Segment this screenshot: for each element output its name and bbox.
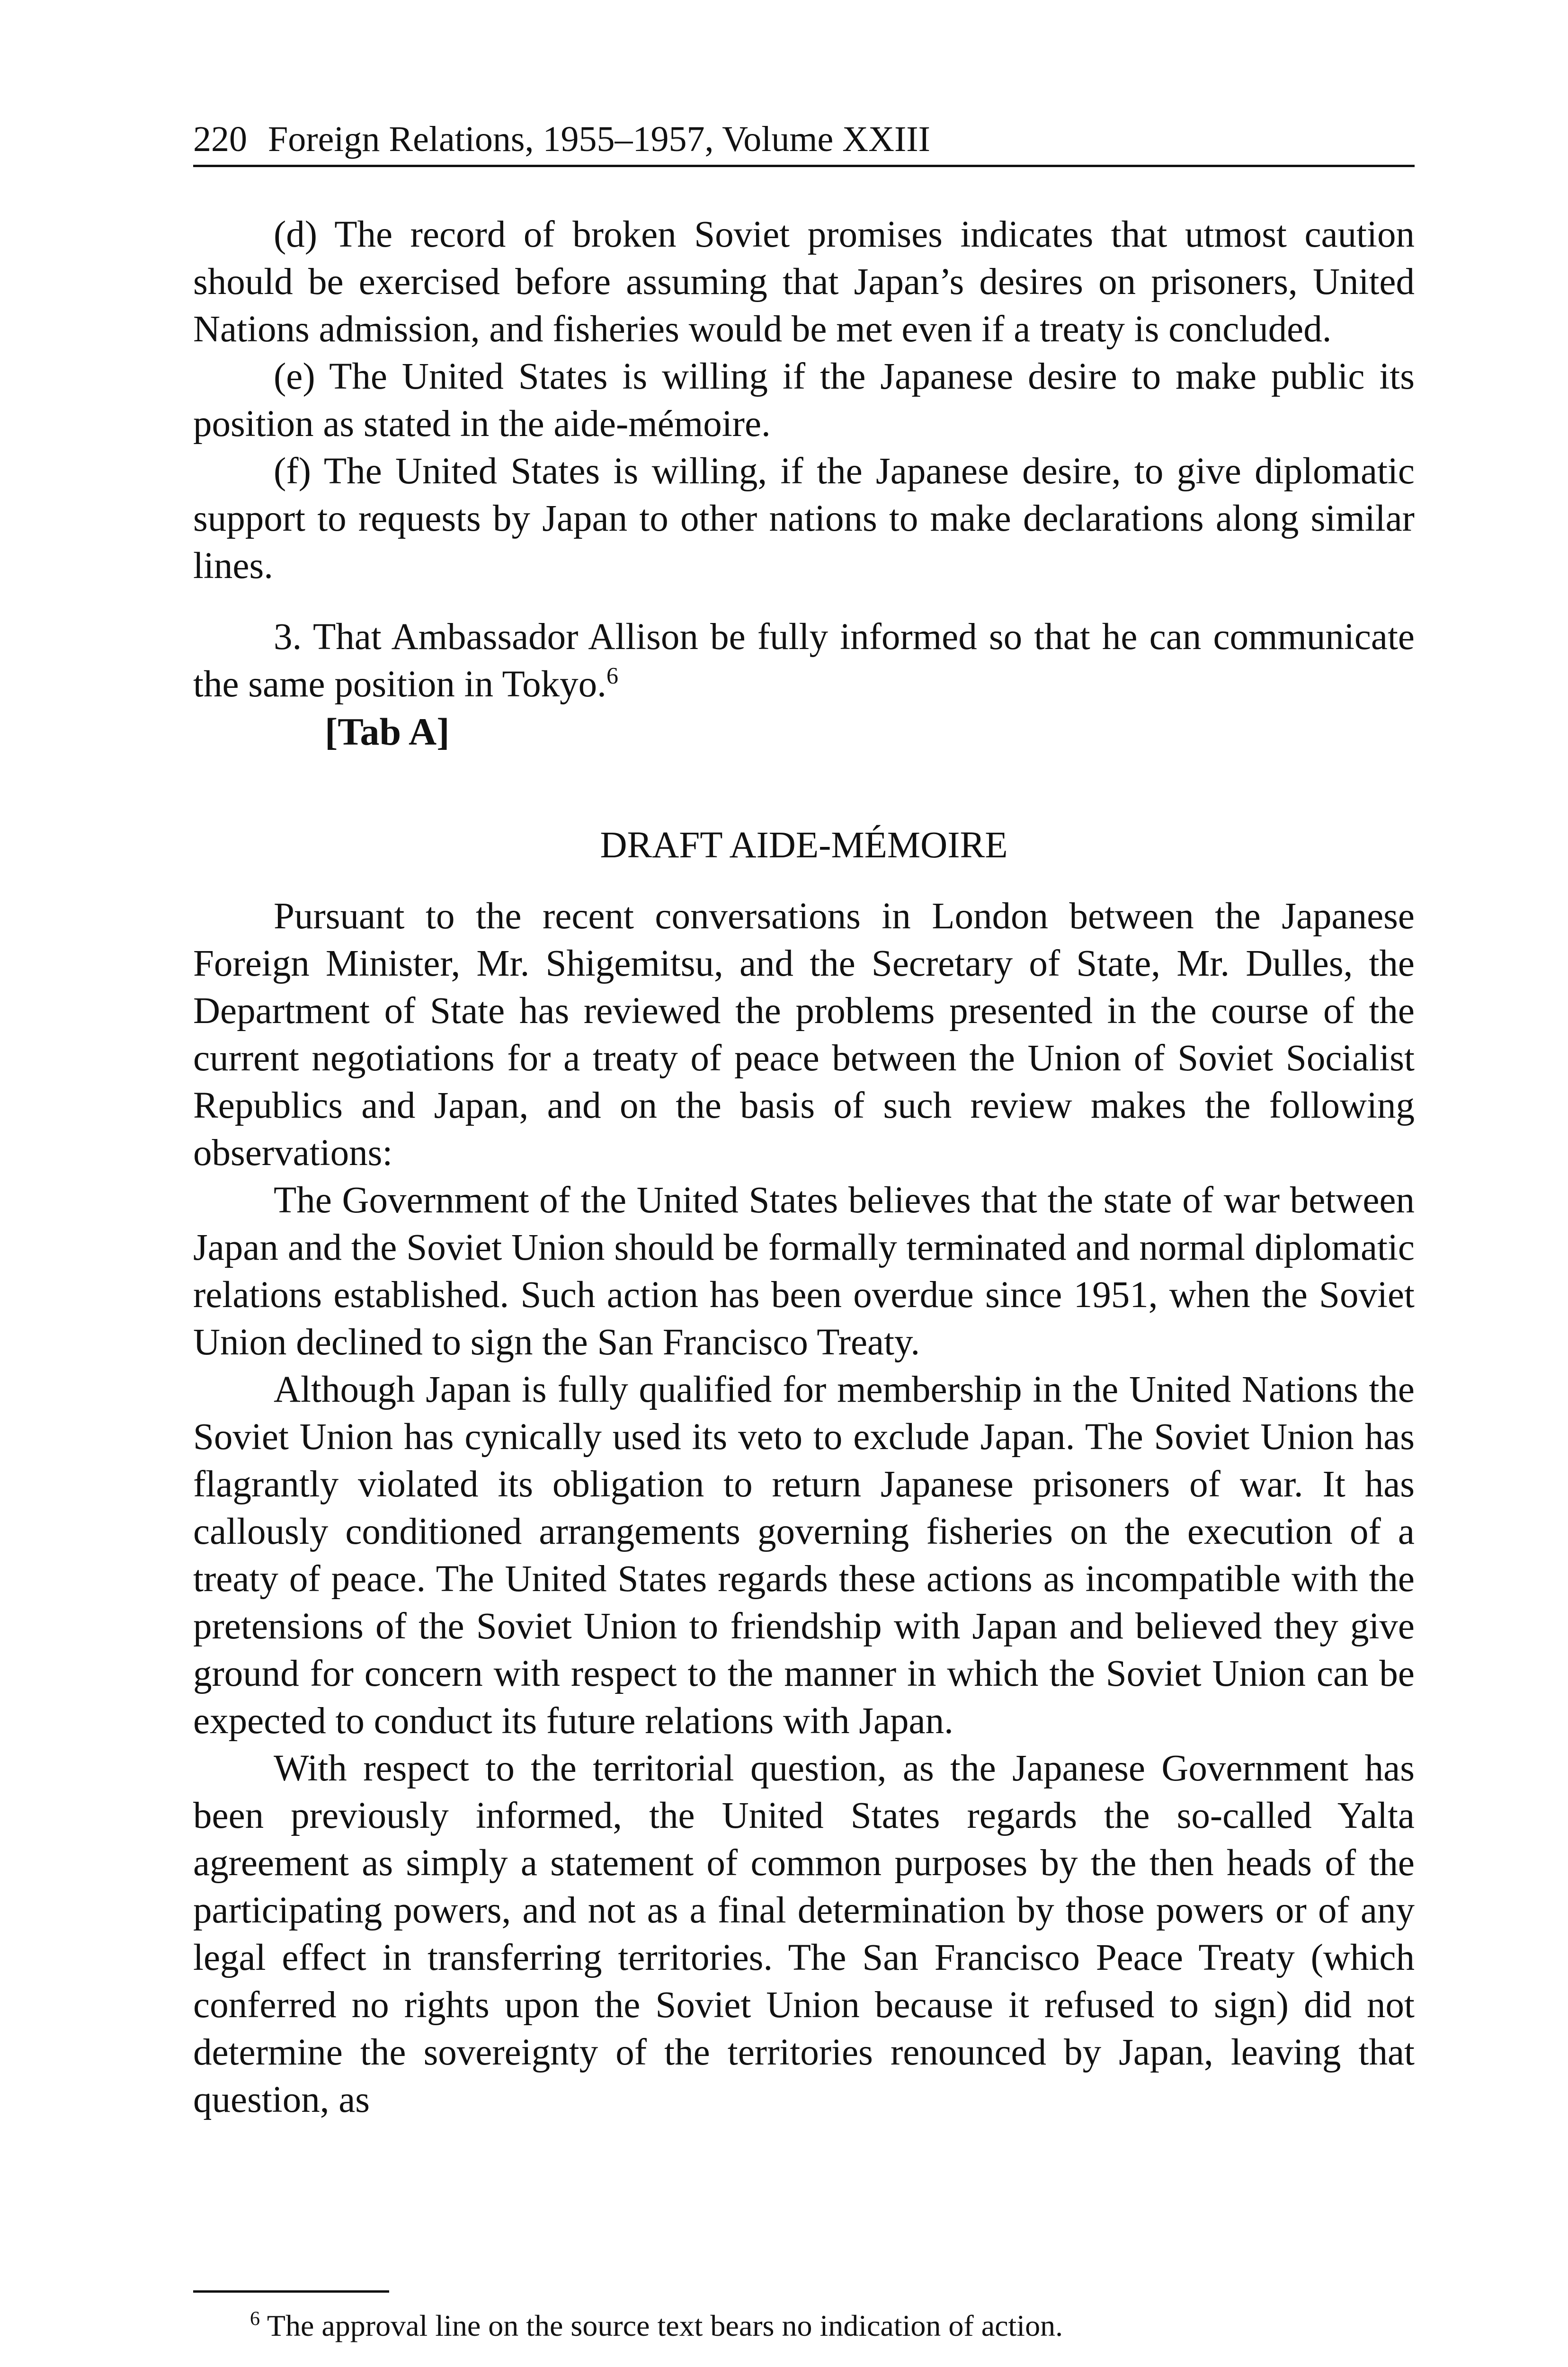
paragraph: The Government of the United States believes that the state of war between Japan and the Soviet Union should be formally terminated and normal diplomatic relations established. Such action has been overdue since 1951, when the Soviet Union declined to sign the San Francisco Treaty. xyxy=(193,1180,1415,1363)
running-header xyxy=(193,114,1415,167)
footnote-marker: 6 xyxy=(250,2308,260,2330)
paragraph: With respect to the territorial question, as the Japanese Government has been previously informed, the United States regards the so-called Yalta agreement as simply a statement of common purposes by the then heads of the participating powers, and not as a final determination by those powers or of any legal effect in transferring territories. The San Francisco Peace Treaty (which conferred no rights upon the Soviet Union because it refused to sign) did not determine the sovereignty of the territories renounced by Japan, leaving that question, as xyxy=(193,1748,1415,2120)
item-f: (f) The United States is willing, if the Japanese desire, to give diplomatic support to requests by Japan to other nations to make declarations along similar lines. xyxy=(193,451,1415,587)
item-d: (d) The record of broken Soviet promises indicates that utmost caution should be exercised before assuming that Japan’s desires on prisoners, United Nations admission, and fisheries would be met even if a treaty is concluded. xyxy=(193,214,1415,350)
paragraph: Although Japan is fully qualified for membership in the United Nations the Soviet Union has cynically used its veto to exclude Japan. The Soviet Union has flagrantly violated its obligation to return Japanese prisoners of war. It has callously conditioned arrangements governing fisheries on the execution of a treaty of peace. The United States regards these actions as incompatible with the pretensions of the Soviet Union to friendship with Japan and believed they give ground for concern with respect to the manner in which the Soviet Union can be expected to conduct its future relations with Japan. xyxy=(193,1369,1415,1742)
footnote-rule xyxy=(193,2290,389,2293)
item-e: (e) The United States is willing if the Japanese desire to make public its position as stated in the aide-mémoire. xyxy=(193,356,1415,445)
page-number: 220 xyxy=(193,119,247,159)
volume-title: Foreign Relations, 1955–1957, Volume XXIII xyxy=(268,119,930,159)
footnote-text: The approval line on the source text bears no indication of action. xyxy=(267,2309,1063,2342)
section-title: DRAFT AIDE-MÉMOIRE xyxy=(600,825,1008,866)
point-3-text: 3. That Ambassador Allison be fully informed so that he can communicate the same position in Tokyo. xyxy=(193,616,1415,705)
paragraph: Pursuant to the recent conversations in London between the Japanese Foreign Minister, Mr. Shigemitsu, and the Secretary of State, Mr. Dulles, the Department of State has reviewed the problems presented in the course of the current negotiations for a treaty of peace between the Union of Soviet Socialist Republics and Japan, and on the basis of such review makes the following observations: xyxy=(193,896,1415,1174)
footnote-ref: 6 xyxy=(606,662,618,689)
main-text xyxy=(193,211,1415,2124)
tab-label: [Tab A] xyxy=(325,710,450,753)
point-3 xyxy=(193,614,1415,708)
footnote xyxy=(193,2305,1415,2347)
